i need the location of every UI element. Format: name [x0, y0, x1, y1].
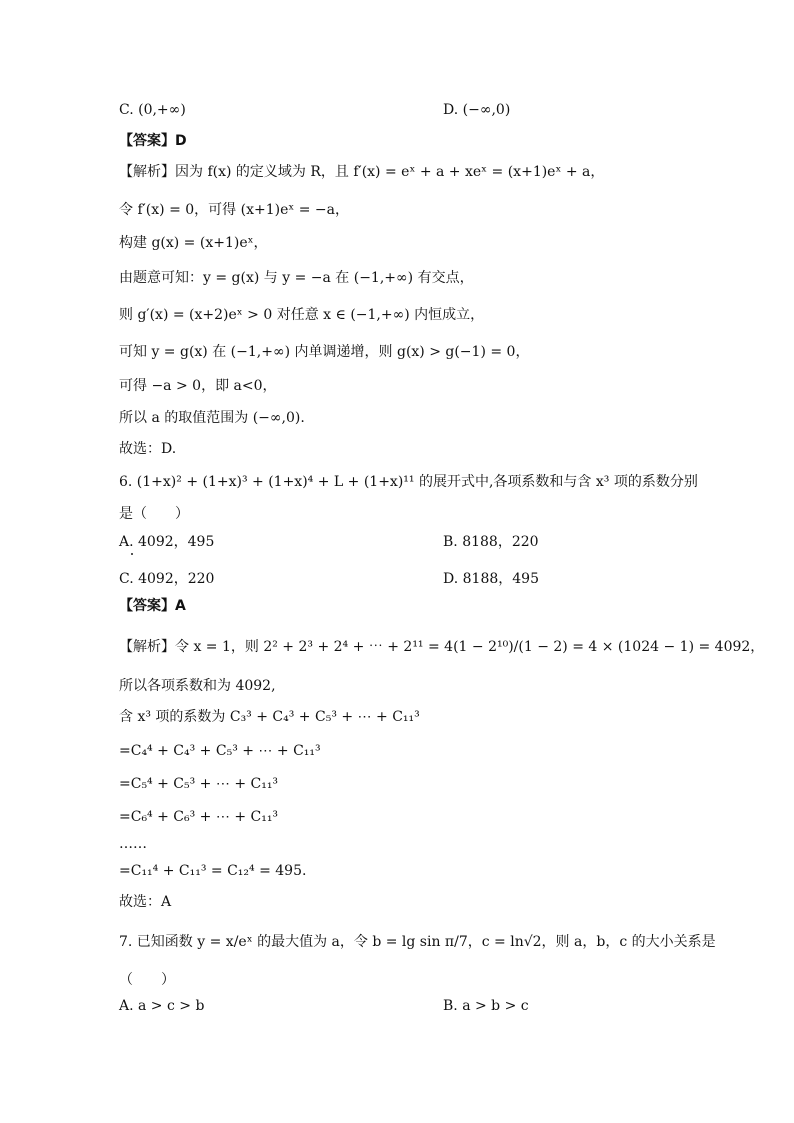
q5-analysis-line-3: 构建 g(x) = (x+1)eˣ，: [119, 235, 268, 251]
q6-choose: 故选：A: [119, 894, 172, 910]
q7-option-a: A. a > c > b: [119, 998, 205, 1014]
q5-option-d: D. (−∞,0): [443, 102, 511, 118]
q5-analysis-line-2: 令 f′(x) = 0，可得 (x+1)eˣ = −a，: [119, 202, 350, 218]
q6-analysis-line-3: 含 x³ 项的系数为 C₃³ + C₄³ + C₅³ + ⋯ + C₁₁³: [119, 709, 420, 725]
stray-dot-mark: [131, 553, 133, 555]
q6-analysis-line-6: =C₆⁴ + C₆³ + ⋯ + C₁₁³: [119, 809, 279, 825]
q5-answer: 【答案】D: [119, 133, 187, 149]
q5-analysis-line-4: 由题意可知：y = g(x) 与 y = −a 在 (−1,+∞) 有交点，: [119, 270, 474, 286]
q5-choose: 故选：D.: [119, 441, 177, 457]
q5-analysis-line-8: 所以 a 的取值范围为 (−∞,0).: [119, 410, 305, 426]
q6-analysis-line-5: =C₅⁴ + C₅³ + ⋯ + C₁₁³: [119, 776, 279, 792]
q6-option-a: A. 4092，495: [119, 534, 215, 550]
q6-analysis-line-2: 所以各项系数和为 4092,: [119, 678, 276, 694]
q6-analysis-line-7: ……: [119, 836, 147, 852]
q6-option-b: B. 8188，220: [443, 534, 539, 550]
q5-analysis-line-1: 【解析】因为 f(x) 的定义域为 R，且 f′(x) = eˣ + a + xeˣ = (x+1)eˣ + a，: [119, 164, 605, 180]
q5-analysis-line-6: 可知 y = g(x) 在 (−1,+∞) 内单调递增，则 g(x) > g(−1) = 0，: [119, 344, 530, 360]
q5-analysis-line-5: 则 g′(x) = (x+2)eˣ > 0 对任意 x ∈ (−1,+∞) 内恒成立，: [119, 307, 485, 323]
q6-analysis-line-8: =C₁₁⁴ + C₁₁³ = C₁₂⁴ = 495.: [119, 863, 307, 879]
q6-option-d: D. 8188，495: [443, 571, 539, 587]
q6-analysis-line-1: 【解析】令 x = 1，则 2² + 2³ + 2⁴ + ⋯ + 2¹¹ = 4(1 − 2¹⁰)/(1 − 2) = 4 × (1024 − 1) = 4092，: [119, 639, 765, 655]
q6-stem-line-2: 是（ ）: [119, 506, 189, 522]
q6-analysis-line-4: =C₄⁴ + C₄³ + C₅³ + ⋯ + C₁₁³: [119, 743, 321, 759]
q6-answer: 【答案】A: [119, 598, 186, 614]
q5-option-c: C. (0,+∞): [119, 102, 186, 118]
q7-option-b: B. a > b > c: [443, 998, 529, 1014]
q7-stem-line-2: （ ）: [119, 972, 175, 988]
q6-option-c: C. 4092，220: [119, 571, 215, 587]
q6-stem-line-1: 6. (1+x)² + (1+x)³ + (1+x)⁴ + L + (1+x)¹¹ 的展开式中,各项系数和与含 x³ 项的系数分别: [119, 474, 698, 490]
q7-stem-line-1: 7. 已知函数 y = x/eˣ 的最大值为 a，令 b = lg sin π/7，c = ln√2，则 a，b，c 的大小关系是: [119, 934, 716, 950]
q5-analysis-line-7: 可得 −a > 0，即 a<0，: [119, 378, 277, 394]
